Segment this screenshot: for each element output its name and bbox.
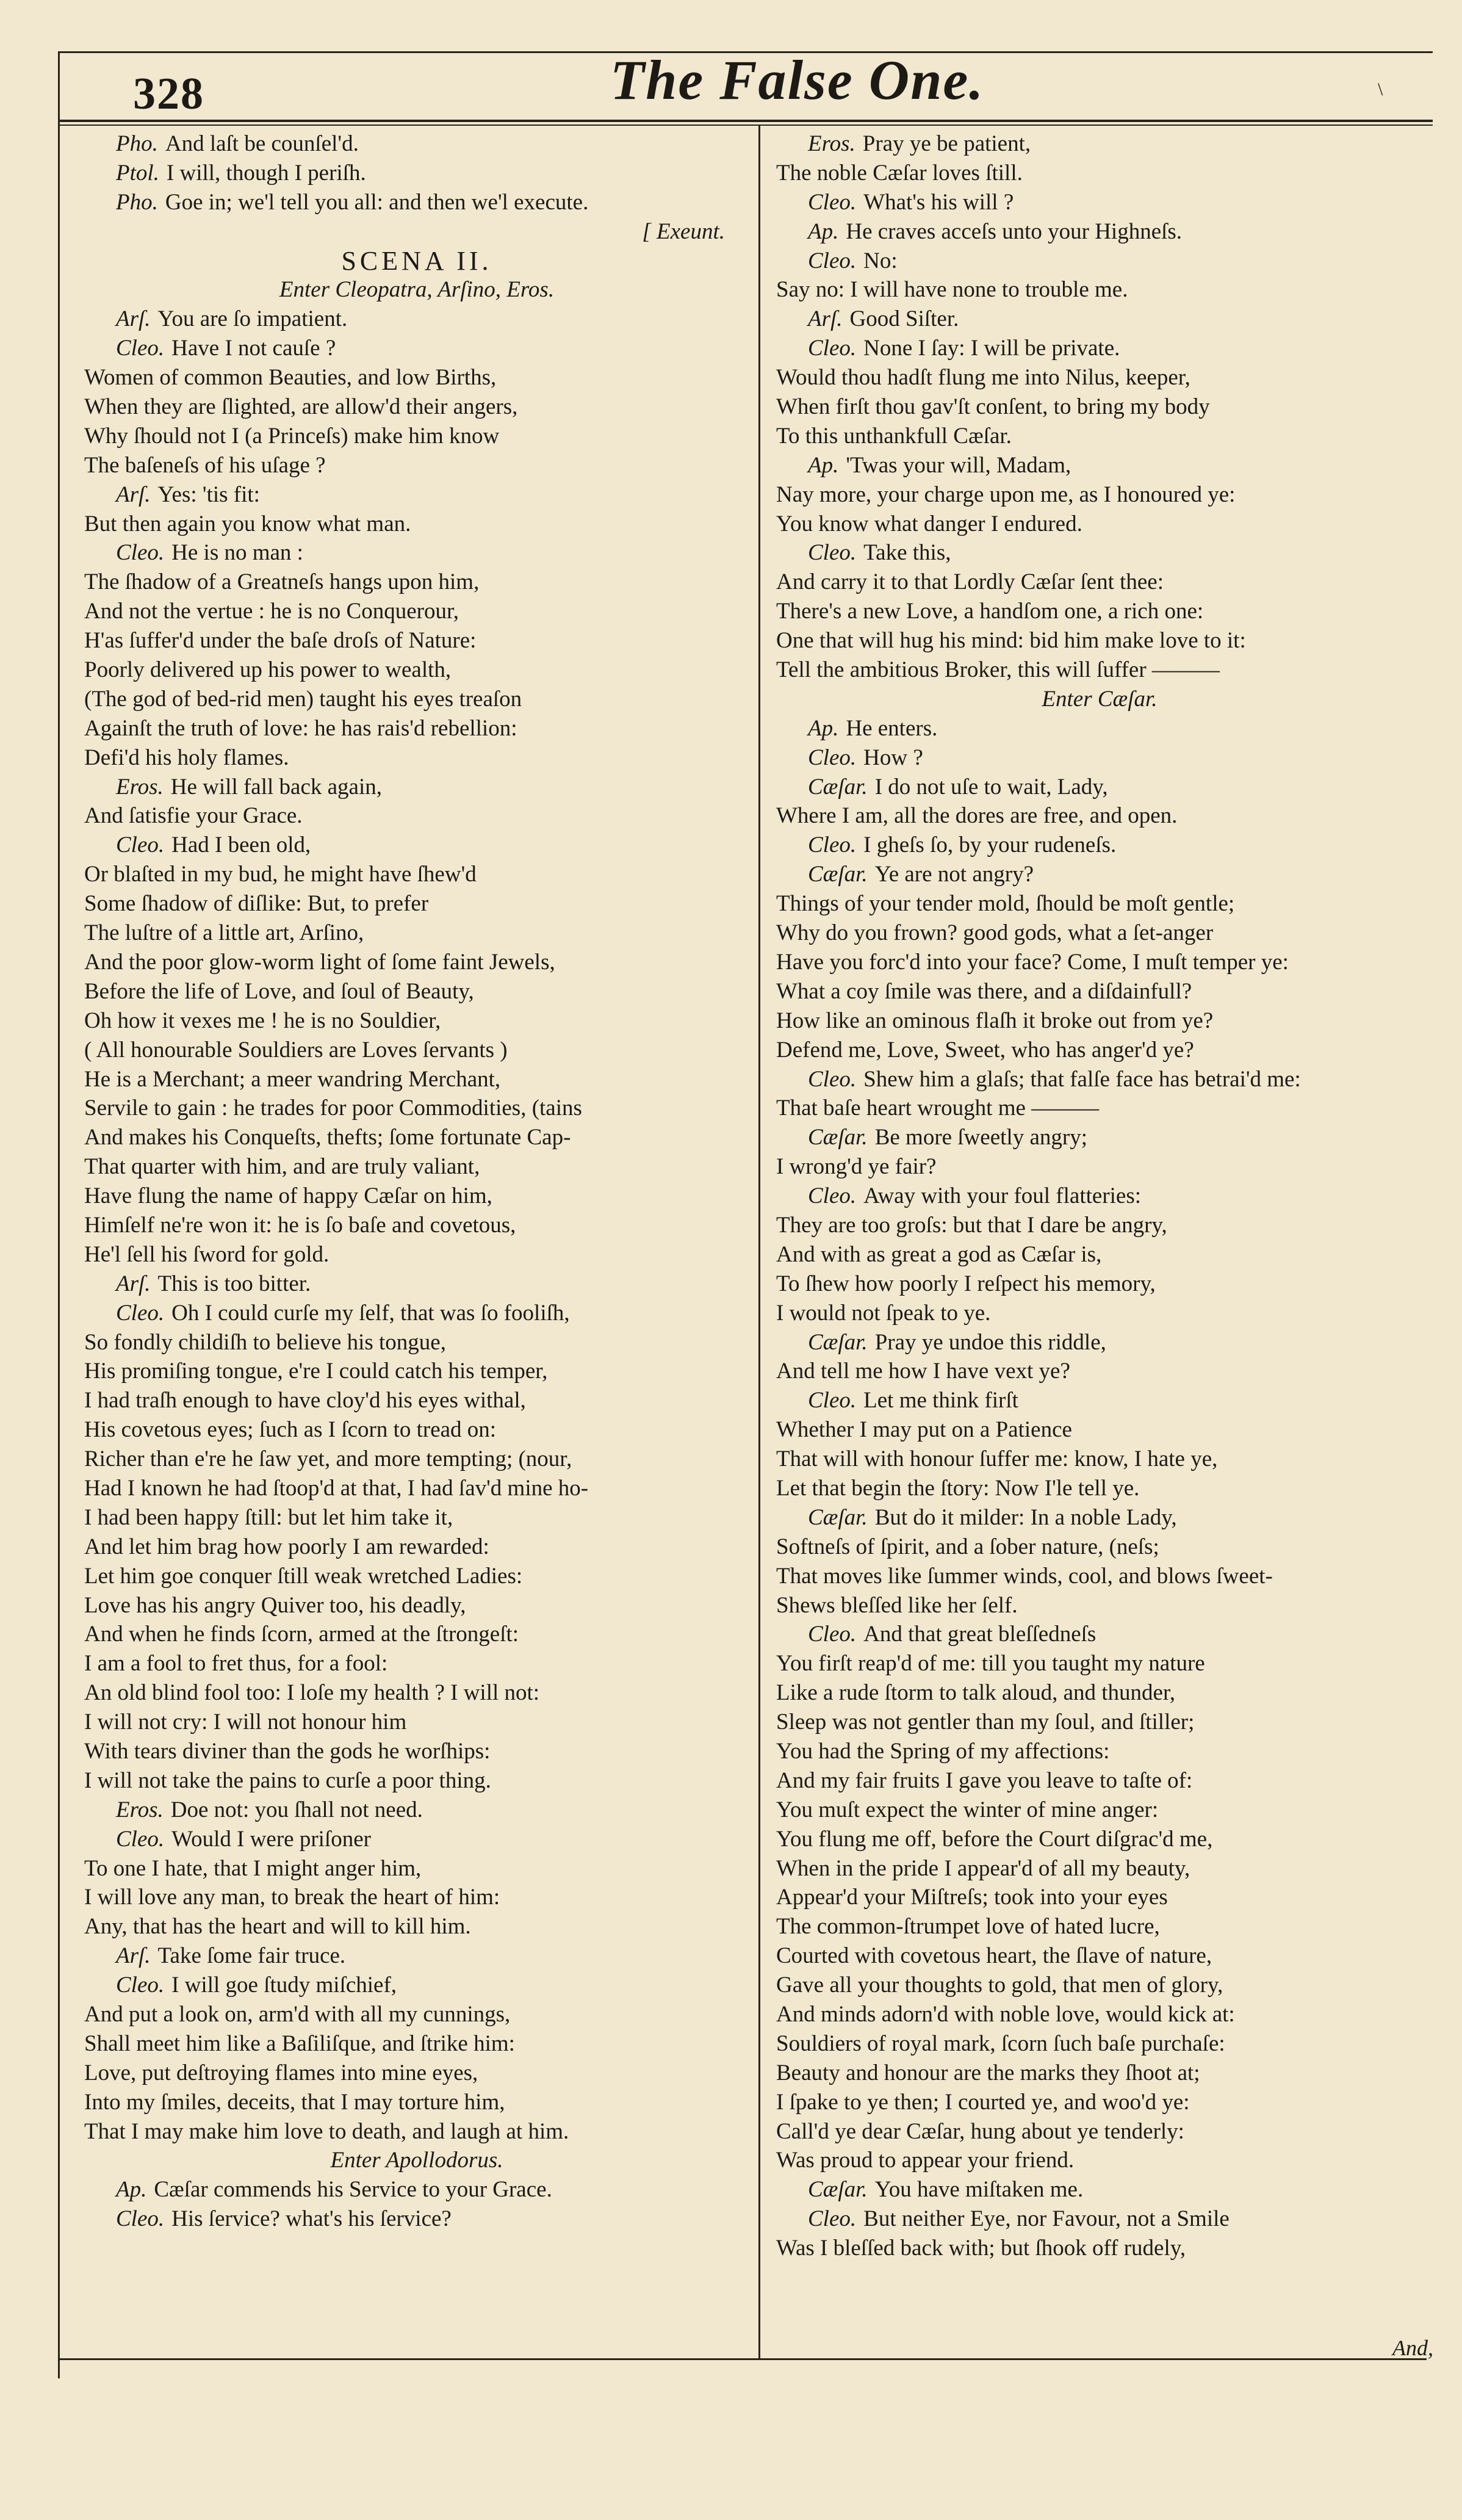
verse-line: I ſpake to ye then; I courted ye, and woo'd ye: <box>776 2089 1190 2115</box>
speech-text: Goe in; we'l tell you all: and then we'l execute. <box>165 189 589 215</box>
speech-line <box>84 1299 749 1328</box>
speaker-name: Eros. <box>116 774 164 800</box>
verse-line: H'as ſuffer'd under the baſe droſs of Nature: <box>84 628 477 654</box>
speech-text: Let me think firſt <box>863 1388 1018 1413</box>
speaker-name: Cleo. <box>116 832 165 858</box>
speech-text: Take this, <box>863 540 951 566</box>
speech-text: He craves acceſs unto your Highneſs. <box>846 218 1183 244</box>
speaker-name: Cleo. <box>808 745 857 770</box>
verse-line: Where I am, all the dores are free, and open. <box>776 803 1178 829</box>
page-number: 328 <box>133 69 204 119</box>
speech-line <box>776 773 1423 802</box>
speech-text: I gheſs ſo, by your rudeneſs. <box>863 832 1117 858</box>
verse-line: Sleep was not gentler than my ſoul, and ſtiller; <box>776 1709 1195 1735</box>
speech-text: Pray ye be patient, <box>862 131 1031 156</box>
speaker-name: Ap. <box>808 715 839 741</box>
bottom-rule <box>60 2358 1427 2360</box>
speaker-name: Cæſar. <box>808 2177 868 2203</box>
speaker-name: Ap. <box>808 218 839 244</box>
speech-line <box>776 538 1423 568</box>
verse-line: That I may make him love to death, and laugh at him. <box>84 2118 569 2144</box>
verse-line: Againſt the truth of love: he has rais'd rebellion: <box>84 715 517 741</box>
verse-line: How like an ominous flaſh it broke out from ye? <box>776 1008 1214 1033</box>
speaker-name: Arſ. <box>116 1271 151 1296</box>
exit-direction: [ Exeunt. <box>642 218 725 244</box>
speech-line <box>84 159 749 188</box>
running-title: The False One. <box>610 49 985 111</box>
verse-line: His promiſing tongue, e're I could catch his temper, <box>84 1359 548 1384</box>
verse-line: To ſhew how poorly I reſpect his memory, <box>776 1271 1156 1296</box>
verse-line: You know what danger I endured. <box>776 511 1082 536</box>
verse-line: Souldiers of royal mark, ſcorn ſuch baſe purchaſe: <box>776 2031 1225 2056</box>
verse-line: And carry it to that Lordly Cæſar ſent thee: <box>776 569 1164 595</box>
speech-line <box>84 831 749 860</box>
speech-text: I will goe ſtudy miſchief, <box>171 1973 397 1998</box>
speaker-name: Pho. <box>116 189 158 215</box>
speech-text: His ſervice? what's his ſervice? <box>171 2206 452 2232</box>
speaker-name: Cleo. <box>116 1300 165 1326</box>
speech-line <box>84 1269 749 1299</box>
speech-line <box>776 860 1423 889</box>
speech-text: Be more ſweetly angry; <box>874 1125 1087 1150</box>
verse-line: Any, that has the heart and will to kill him. <box>84 1914 471 1940</box>
speaker-name: Ap. <box>808 452 839 478</box>
catchword: And, <box>1392 2336 1433 2360</box>
speech-text: Ye are not angry? <box>874 862 1034 887</box>
speaker-name: Cleo. <box>808 336 857 361</box>
speech-line <box>776 743 1423 773</box>
verse-line: To this unthankfull Cæſar. <box>776 423 1012 449</box>
verse-line: Would thou hadſt flung me into Nilus, keeper, <box>776 365 1190 391</box>
speech-line <box>84 1941 749 1971</box>
speaker-name: Cleo. <box>116 1826 165 1852</box>
speaker-name: Eros. <box>808 131 855 156</box>
speech-text: How ? <box>863 745 923 770</box>
verse-line: Beauty and honour are the marks they ſhoot at; <box>776 2060 1200 2085</box>
verse-line: I had been happy ſtill: but let him take it, <box>84 1504 453 1530</box>
speech-text: Shew him a glaſs; that falſe face has betrai'd me: <box>863 1066 1301 1092</box>
scene-heading: SCENA II. <box>341 245 492 276</box>
verse-line: Tell the ambitious Broker, this will ſuffer ——— <box>776 657 1220 683</box>
verse-line: And the poor glow-worm light of ſome faint Jewels, <box>84 949 555 975</box>
stage-direction: Enter Apollodorus. <box>330 2148 503 2173</box>
speech-line <box>776 1065 1423 1094</box>
header-rule <box>60 120 1433 122</box>
corner-mark: \ <box>1378 79 1383 99</box>
speech-line <box>776 188 1423 217</box>
speech-line <box>776 714 1423 743</box>
verse-line: Was proud to appear your friend. <box>776 2148 1075 2173</box>
speaker-name: Cæſar. <box>808 1329 868 1355</box>
speech-line <box>84 2204 749 2234</box>
verse-line: When they are ſlighted, are allow'd their angers, <box>84 394 518 420</box>
verse-line: Nay more, your charge upon me, as I honoured ye: <box>776 482 1236 507</box>
verse-line: Courted with covetous heart, the ſlave of nature, <box>776 1943 1212 1969</box>
speech-line <box>776 1620 1423 1649</box>
verse-line: What a coy ſmile was there, and a diſdainfull? <box>776 978 1192 1004</box>
speaker-name: Cæſar. <box>808 774 868 800</box>
verse-line: When in the pride I appear'd of all my beauty, <box>776 1855 1190 1881</box>
speech-text: Had I been old, <box>171 832 311 858</box>
speaker-name: Eros. <box>116 1797 164 1822</box>
speech-line <box>84 1971 749 2000</box>
speaker-name: Pho. <box>116 131 158 156</box>
speech-text: And that great bleſſedneſs <box>863 1622 1096 1647</box>
speech-text: I do not uſe to wait, Lady, <box>874 774 1108 800</box>
header-rule-thin <box>60 125 1433 126</box>
speech-line <box>84 305 749 334</box>
verse-line: Servile to gain : he trades for poor Commodities, (tains <box>84 1096 582 1121</box>
speech-text: Have I not cauſe ? <box>171 336 336 361</box>
verse-line: His covetous eyes; ſuch as I ſcorn to tread on: <box>84 1417 497 1443</box>
verse-line: And makes his Conqueſts, thefts; ſome fortunate Cap- <box>84 1125 571 1150</box>
speech-text: And laſt be counſel'd. <box>165 131 359 156</box>
speech-text: Pray ye undoe this riddle, <box>874 1329 1106 1355</box>
verse-line: With tears diviner than the gods he worſhips: <box>84 1738 491 1764</box>
speaker-name: Cleo. <box>808 1622 857 1647</box>
speaker-name: Cleo. <box>808 1388 857 1413</box>
speech-text: Doe not: you ſhall not need. <box>170 1797 423 1822</box>
speech-text: None I ſay: I will be private. <box>863 336 1120 361</box>
speech-line <box>776 1503 1423 1533</box>
speaker-name: Cleo. <box>808 540 857 566</box>
verse-line: That will with honour ſuffer me: know, I hate ye, <box>776 1446 1218 1472</box>
speech-text: But do it milder: In a noble Lady, <box>874 1504 1177 1530</box>
verse-line: And minds adorn'd with noble love, would kick at: <box>776 2002 1235 2027</box>
speaker-name: Cleo. <box>116 336 165 361</box>
speech-line <box>776 334 1423 363</box>
verse-line: And with as great a god as Cæſar is, <box>776 1241 1102 1267</box>
speech-line <box>776 451 1423 480</box>
speaker-name: Cleo. <box>116 540 165 566</box>
speech-text: He enters. <box>846 715 938 741</box>
speech-text: What's his will ? <box>863 189 1014 215</box>
verse-line: Richer than e're he ſaw yet, and more tempting; (nour, <box>84 1446 572 1472</box>
verse-line: Shall meet him like a Baſiliſque, and ſtrike him: <box>84 2031 515 2056</box>
speech-line <box>776 305 1423 334</box>
verse-line: Have you forc'd into your face? Come, I muſt temper ye: <box>776 949 1289 975</box>
speaker-name: Arſ. <box>116 1943 151 1969</box>
verse-line: He is a Merchant; a meer wandring Merchant, <box>84 1066 501 1092</box>
verse-line: Have flung the name of happy Cæſar on him, <box>84 1183 492 1209</box>
verse-line: Whether I may put on a Patience <box>776 1417 1072 1443</box>
speech-line <box>84 129 749 159</box>
verse-line: The baſeneſs of his uſage ? <box>84 452 326 478</box>
verse-line: Defend me, Love, Sweet, who has anger'd ye? <box>776 1037 1194 1063</box>
verse-line: Say no: I will have none to trouble me. <box>776 277 1128 303</box>
speech-text: Take ſome fair truce. <box>157 1943 346 1969</box>
speech-text: You are ſo impatient. <box>157 306 348 332</box>
speaker-name: Cæſar. <box>808 1504 868 1530</box>
speaker-name: Cleo. <box>808 189 857 215</box>
verse-line: Oh how it vexes me ! he is no Souldier, <box>84 1008 441 1033</box>
column-divider <box>758 126 760 2359</box>
speech-text: He is no man : <box>171 540 303 566</box>
speech-text: Cæſar commends his Service to your Grace. <box>154 2177 552 2203</box>
verse-line: And put a look on, arm'd with all my cunnings, <box>84 2002 511 2027</box>
stage-direction: Enter Cleopatra, Arſino, Eros. <box>279 277 555 303</box>
verse-line: Let that begin the ſtory: Now I'le tell ye. <box>776 1475 1140 1501</box>
speech-line <box>84 480 749 510</box>
verse-line: So fondly childiſh to believe his tongue, <box>84 1329 446 1355</box>
speech-line <box>776 831 1423 860</box>
speech-text: Away with your foul flatteries: <box>863 1183 1142 1209</box>
speech-line <box>776 217 1423 247</box>
speech-text: He will fall back again, <box>170 774 383 800</box>
verse-line: I would not ſpeak to ye. <box>776 1300 991 1326</box>
verse-line: I am a fool to fret thus, for a fool: <box>84 1651 388 1677</box>
right-column <box>776 129 1423 2263</box>
speaker-name: Cæſar. <box>808 1125 868 1150</box>
speech-line <box>84 1825 749 1854</box>
verse-line: You had the Spring of my affections: <box>776 1738 1110 1764</box>
verse-line: The common-ſtrumpet love of hated lucre, <box>776 1914 1160 1940</box>
verse-line: I will not take the pains to curſe a poor thing. <box>84 1767 491 1793</box>
speech-text: 'Twas your will, Madam, <box>846 452 1071 478</box>
verse-line: But then again you know what man. <box>84 511 411 536</box>
speech-line <box>776 1182 1423 1211</box>
verse-line: The ſhadow of a Greatneſs hangs upon him, <box>84 569 480 595</box>
verse-line: I had traſh enough to have cloy'd his eyes withal, <box>84 1388 526 1413</box>
speech-line <box>84 773 749 802</box>
speaker-name: Cleo. <box>116 1973 165 1998</box>
verse-line: And tell me how I have vext ye? <box>776 1359 1070 1384</box>
speech-line <box>776 129 1423 159</box>
verse-line: And ſatisfie your Grace. <box>84 803 303 829</box>
speech-line <box>776 1123 1423 1152</box>
speech-line <box>84 334 749 363</box>
verse-line: I will not cry: I will not honour him <box>84 1709 407 1735</box>
verse-line: Like a rude ſtorm to talk aloud, and thunder, <box>776 1680 1176 1706</box>
speech-line <box>776 1328 1423 1357</box>
speaker-name: Arſ. <box>808 306 843 332</box>
verse-line: Shews bleſſed like her ſelf. <box>776 1592 1018 1618</box>
verse-line: Had I known he had ſtoop'd at that, I had ſav'd mine ho- <box>84 1475 589 1501</box>
speaker-name: Arſ. <box>116 482 151 507</box>
verse-line: One that will hug his mind: bid him make love to it: <box>776 628 1246 654</box>
verse-line: To one I hate, that I might anger him, <box>84 1855 422 1881</box>
verse-line: You firſt reap'd of me: till you taught my nature <box>776 1651 1205 1677</box>
speaker-name: Arſ. <box>116 306 151 332</box>
verse-line: Into my ſmiles, deceits, that I may torture him, <box>84 2089 505 2115</box>
verse-line: That quarter with him, and are truly valiant, <box>84 1154 480 1180</box>
speaker-name: Ptol. <box>116 160 159 186</box>
verse-line: Call'd ye dear Cæſar, hung about ye tenderly: <box>776 2118 1184 2144</box>
speech-line <box>776 2204 1423 2234</box>
verse-line: And my fair fruits I gave you leave to taſte of: <box>776 1767 1193 1793</box>
verse-line: Poorly delivered up his power to wealth, <box>84 657 452 683</box>
verse-line: Why ſhould not I (a Princeſs) make him know <box>84 423 500 449</box>
speech-text: Yes: 'tis fit: <box>157 482 260 507</box>
verse-line: And when he finds ſcorn, armed at the ſtrongeſt: <box>84 1622 519 1647</box>
verse-line: Before the life of Love, and ſoul of Beauty, <box>84 978 474 1004</box>
speech-line <box>776 247 1423 276</box>
verse-line: And not the vertue : he is no Conquerour, <box>84 599 459 624</box>
speech-text: No: <box>863 248 898 273</box>
verse-line: They are too groſs: but that I dare be angry, <box>776 1212 1167 1238</box>
speech-line <box>84 1796 749 1825</box>
verse-line: Softneſs of ſpirit, and a ſober nature, (neſs; <box>776 1534 1159 1559</box>
speaker-name: Cæſar. <box>808 862 868 887</box>
verse-line: Defi'd his holy flames. <box>84 745 289 770</box>
verse-line: Things of your tender mold, ſhould be moſt gentle; <box>776 891 1235 917</box>
verse-line: When firſt thou gav'ſt conſent, to bring my body <box>776 394 1210 420</box>
verse-line: You muſt expect the winter of mine anger: <box>776 1797 1159 1822</box>
speaker-name: Cleo. <box>808 248 857 273</box>
speech-line <box>776 2175 1423 2204</box>
verse-line: Some ſhadow of diſlike: But, to prefer <box>84 891 429 917</box>
speaker-name: Cleo. <box>116 2206 165 2232</box>
verse-line: ( All honourable Souldiers are Loves ſervants ) <box>84 1037 508 1063</box>
speech-line <box>776 1386 1423 1415</box>
verse-line: The luſtre of a little art, Arſino, <box>84 920 364 946</box>
verse-line: Himſelf ne're won it: he is ſo baſe and covetous, <box>84 1212 516 1238</box>
verse-line: Why do you frown? good gods, what a ſet-anger <box>776 920 1214 946</box>
speech-text: Oh I could curſe my ſelf, that was ſo fooliſh, <box>171 1300 570 1326</box>
verse-line: Gave all your thoughts to gold, that men of glory, <box>776 1973 1223 1998</box>
speech-line <box>84 188 749 217</box>
speaker-name: Ap. <box>116 2177 147 2203</box>
speech-text: But neither Eye, nor Favour, not a Smile <box>863 2206 1230 2232</box>
verse-line: Or blaſted in my bud, he might have ſhew'd <box>84 862 477 887</box>
verse-line: Love, put deſtroying flames into mine eyes, <box>84 2060 478 2085</box>
speech-line <box>84 2175 749 2204</box>
verse-line: He'l ſell his ſword for gold. <box>84 1241 329 1267</box>
verse-line: An old blind fool too: I loſe my health ? I will not: <box>84 1680 540 1706</box>
speaker-name: Cleo. <box>808 1183 857 1209</box>
verse-line: I wrong'd ye fair? <box>776 1154 937 1180</box>
left-column <box>84 129 749 2234</box>
verse-line: And let him brag how poorly I am rewarded: <box>84 1534 489 1559</box>
verse-line: Was I bleſſed back with; but ſhook off rudely, <box>776 2236 1186 2261</box>
verse-line: Let him goe conquer ſtill weak wretched Ladies: <box>84 1563 523 1589</box>
speech-text: Good Siſter. <box>849 306 959 332</box>
verse-line: That baſe heart wrought me ——— <box>776 1096 1100 1121</box>
speaker-name: Cleo. <box>808 1066 857 1092</box>
verse-line: There's a new Love, a handſom one, a rich one: <box>776 599 1204 624</box>
verse-line: Appear'd your Miſtreſs; took into your eyes <box>776 1885 1168 1910</box>
verse-line: I will love any man, to break the heart of him: <box>84 1885 500 1910</box>
speech-text: Would I were priſoner <box>171 1826 371 1852</box>
speech-text: You have miſtaken me. <box>874 2177 1084 2203</box>
verse-line: You flung me off, before the Court diſgrac'd me, <box>776 1826 1213 1852</box>
speech-line <box>84 538 749 568</box>
verse-line: The noble Cæſar loves ſtill. <box>776 160 1023 186</box>
stage-direction: Enter Cæſar. <box>1042 686 1158 712</box>
verse-line: (The god of bed-rid men) taught his eyes treaſon <box>84 686 522 712</box>
verse-line: Women of common Beauties, and low Births, <box>84 365 497 391</box>
speech-text: This is too bitter. <box>157 1271 311 1296</box>
speech-text: I will, though I periſh. <box>166 160 366 186</box>
verse-line: Love has his angry Quiver too, his deadly, <box>84 1592 466 1618</box>
speaker-name: Cleo. <box>808 2206 857 2232</box>
speaker-name: Cleo. <box>808 832 857 858</box>
verse-line: That moves like ſummer winds, cool, and blows ſweet- <box>776 1563 1273 1589</box>
